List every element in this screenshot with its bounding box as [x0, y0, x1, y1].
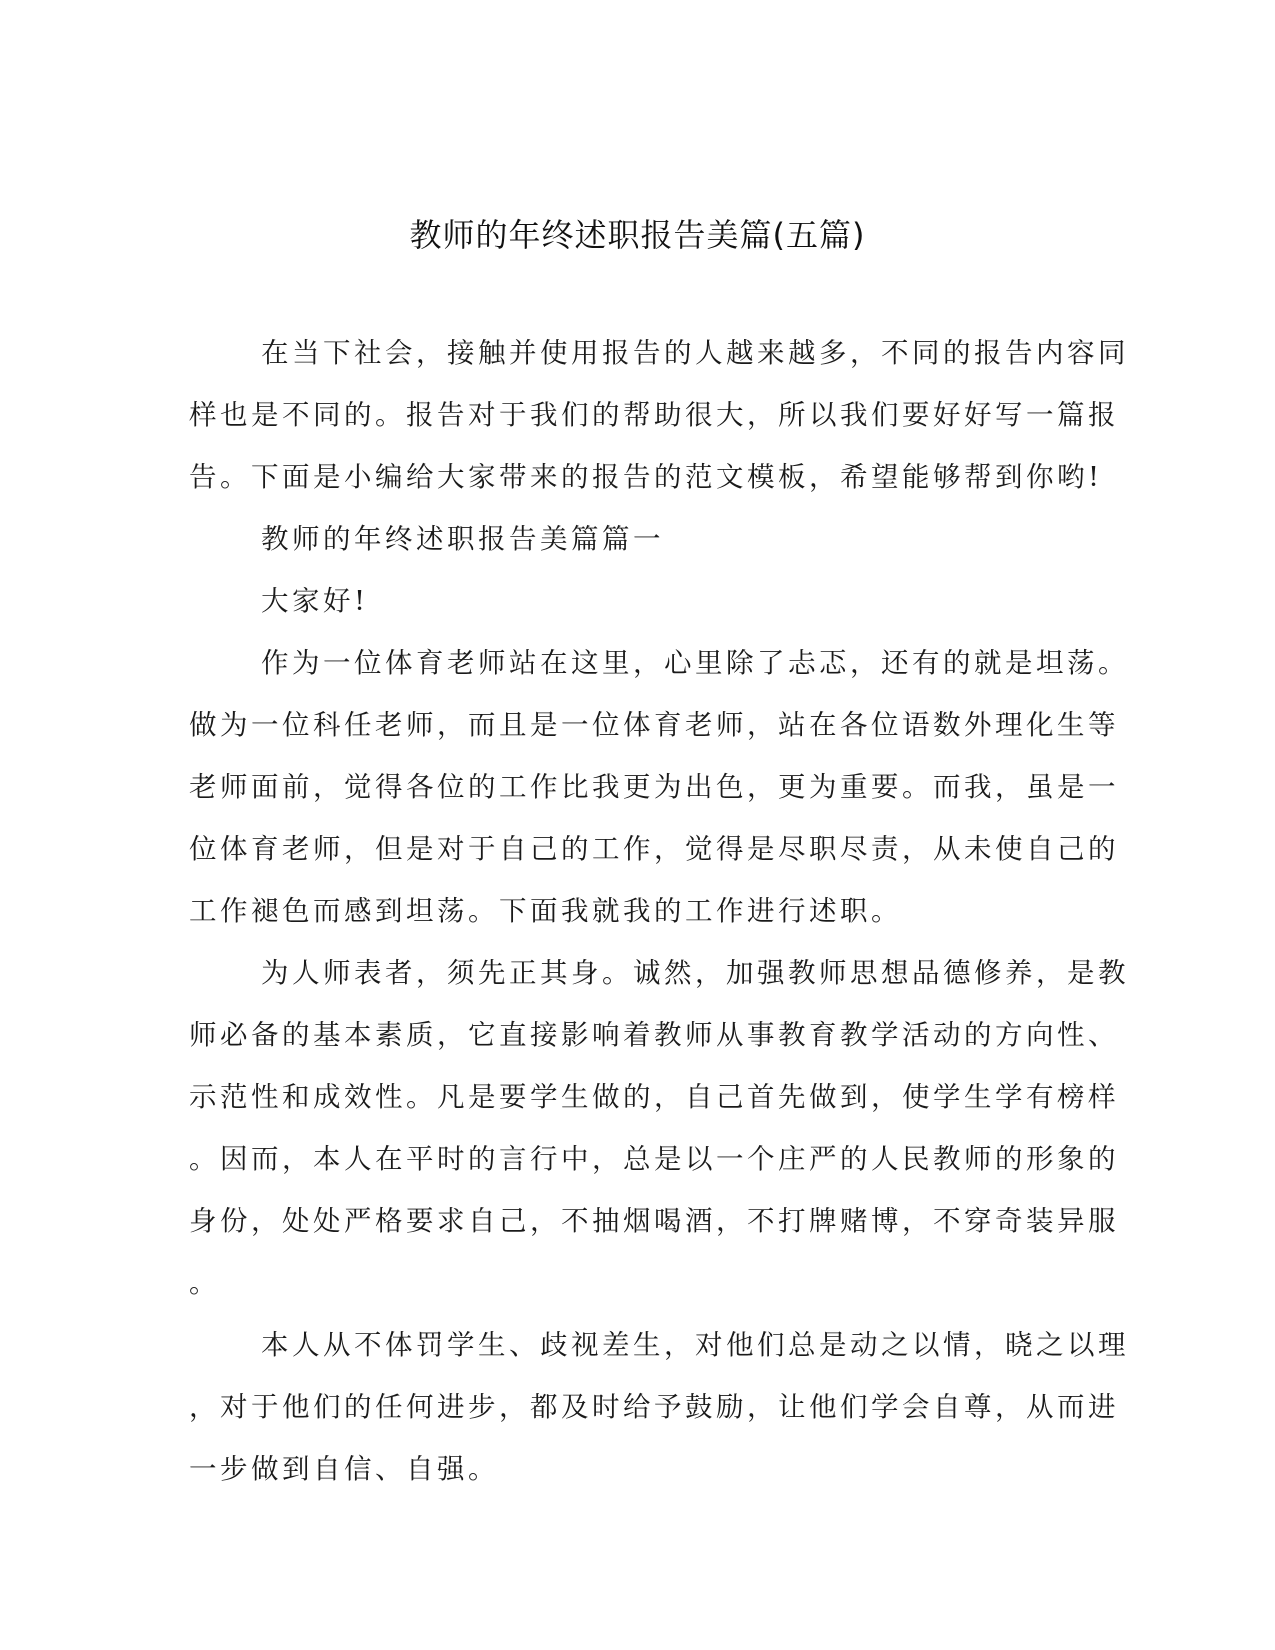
paragraph-2-line-3: 示范性和成效性。凡是要学生做的，自己首先做到，使学生学有榜样 [189, 1081, 1119, 1113]
paragraph-3-line-3: 一步做到自信、自强。 [189, 1453, 499, 1485]
paragraph-1-line-2: 做为一位科任老师，而且是一位体育老师，站在各位语数外理化生等 [189, 709, 1119, 741]
intro-line-3: 告。下面是小编给大家带来的报告的范文模板，希望能够帮到你哟! [189, 461, 1103, 493]
paragraph-3-line-1: 本人从不体罚学生、歧视差生，对他们总是动之以情，晓之以理 [261, 1329, 1129, 1361]
intro-line-2: 样也是不同的。报告对于我们的帮助很大，所以我们要好好写一篇报 [189, 399, 1119, 431]
paragraph-2-line-1: 为人师表者，须先正其身。诚然，加强教师思想品德修养，是教 [261, 957, 1129, 989]
paragraph-2-line-2: 师必备的基本素质，它直接影响着教师从事教育教学活动的方向性、 [189, 1019, 1119, 1051]
document-title: 教师的年终述职报告美篇(五篇) [409, 216, 866, 254]
paragraph-1-line-4: 位体育老师，但是对于自己的工作，觉得是尽职尽责，从未使自己的 [189, 833, 1119, 865]
paragraph-1-line-1: 作为一位体育老师站在这里，心里除了忐忑，还有的就是坦荡。 [261, 647, 1129, 679]
paragraph-1-line-3: 老师面前，觉得各位的工作比我更为出色，更为重要。而我，虽是一 [189, 771, 1119, 803]
paragraph-2-line-6: 。 [189, 1267, 220, 1299]
intro-line-1: 在当下社会，接触并使用报告的人越来越多，不同的报告内容同 [261, 337, 1129, 369]
greeting-line: 大家好! [261, 585, 369, 617]
paragraph-2-line-5: 身份，处处严格要求自己，不抽烟喝酒，不打牌赌博，不穿奇装异服 [189, 1205, 1119, 1237]
document-body [189, 322, 1129, 1500]
section-heading: 教师的年终述职报告美篇篇一 [261, 523, 664, 555]
paragraph-1-line-5: 工作褪色而感到坦荡。下面我就我的工作进行述职。 [189, 895, 902, 927]
paragraph-3-line-2: ，对于他们的任何进步，都及时给予鼓励，让他们学会自尊，从而进 [189, 1391, 1119, 1423]
paragraph-2-line-4: 。因而，本人在平时的言行中，总是以一个庄严的人民教师的形象的 [189, 1143, 1119, 1175]
